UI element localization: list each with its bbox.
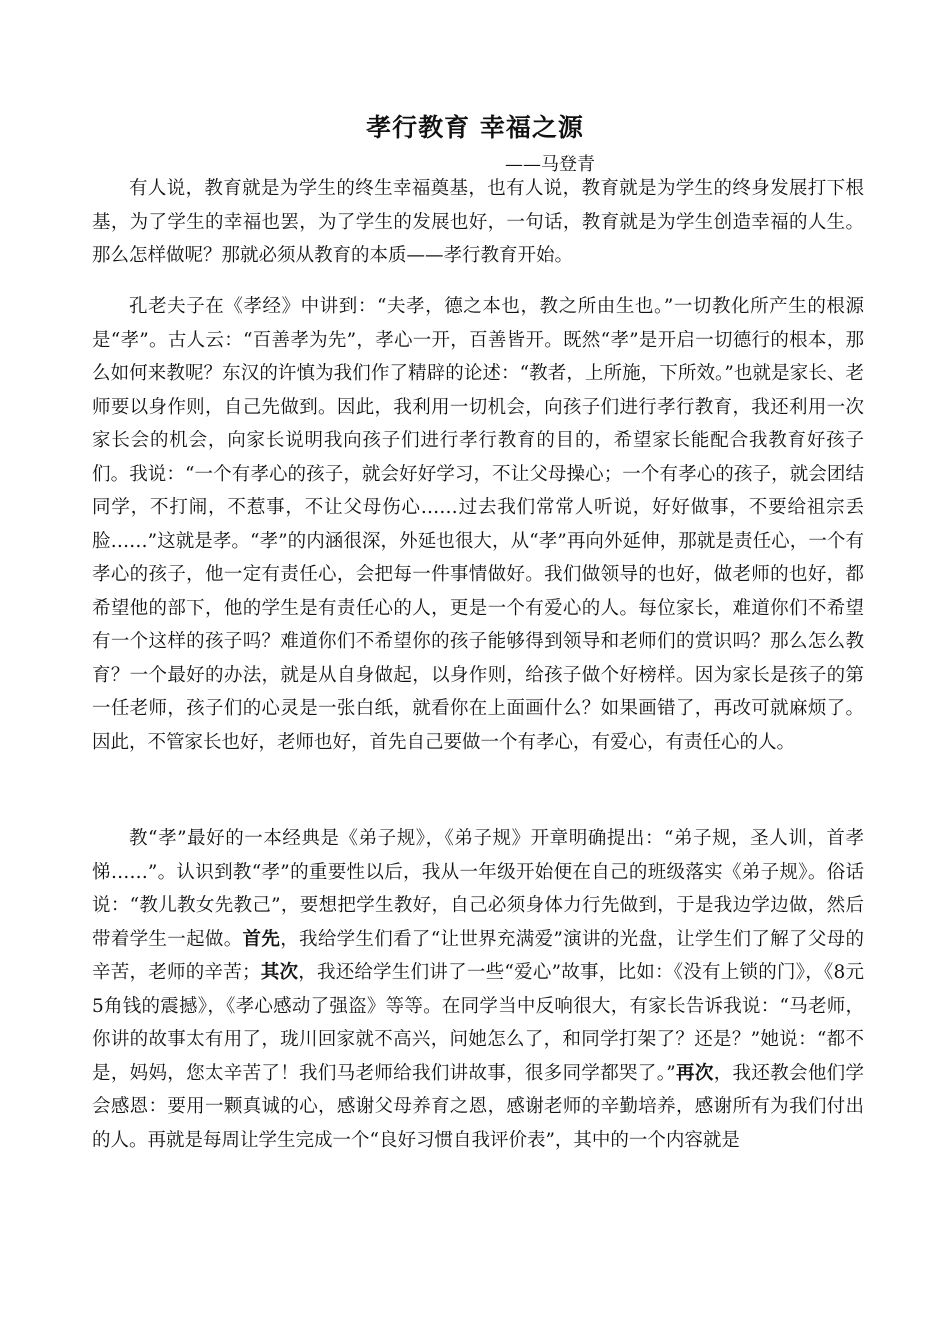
- paragraph-3-segment-4: ，我还教会他们学会感恩：要用一颗真诚的心，感谢父母养育之恩，感谢老师的辛勤培养，感谢所有为我们付出的人。再就是每周让学生完成一个“良好习惯自我评价表”，其中的一个内容就是: [92, 1062, 864, 1151]
- document-title: 孝行教育 幸福之源: [366, 113, 584, 142]
- paragraph-1: [92, 172, 864, 273]
- paragraph-3-segment-1: 教“孝”最好的一本经典是《弟子规》，《弟子规》开章明确提出：“弟子规，圣人训，首孝悌……”。认识到教“孝”的重要性以后，我从一年级开始便在自己的班级落实《弟子规》。俗话说：“教儿教女先教己”，要想把学生教好，自己必须身体力行先做到，于是我边学边做，然后带着学生一起做。: [92, 828, 864, 950]
- paragraph-3-segment-3: ，我还给学生们讲了一些“爱心”故事，比如：《没有上锁的门》，《8元5角钱的震撼》，《孝心感动了强盗》等等。在同学当中反响很大，有家长告诉我说：“马老师，你讲的故事太有用了，珑川回家就不高兴，问她怎么了，和同学打架了？还是？”她说：“都不是，妈妈，您太辛苦了！我们马老师给我们讲故事，很多同学都哭了。”: [92, 962, 864, 1084]
- paragraph-2: [92, 290, 864, 759]
- author-byline: ——马登青: [505, 154, 595, 175]
- paragraph-3-segment-2: ，我给学生们看了“让世界充满爱”演讲的光盘，让学生们了解了父母的辛苦，老师的辛苦；: [92, 928, 864, 983]
- emphasis-second: 其次: [260, 962, 299, 983]
- paragraph-1-text: 有人说，教育就是为学生的终生幸福奠基，也有人说，教育就是为学生的终身发展打下根基，为了学生的幸福也罢，为了学生的发展也好，一句话，教育就是为学生创造幸福的人生。那么怎样做呢？那就必须从教育的本质——孝行教育开始。: [92, 178, 864, 266]
- paragraph-2-text: 孔老夫子在《孝经》中讲到：“夫孝，德之本也，教之所由生也。”一切教化所产生的根源是“孝”。古人云：“百善孝为先”，孝心一开，百善皆开。既然“孝”是开启一切德行的根本，那么如何来教呢？东汉的许慎为我们作了精辟的论述：“教者，上所施，下所效。”也就是家长、老师要以身作则，自己先做到。因此，我利用一切机会，向孩子们进行孝行教育，我还利用一次家长会的机会，向家长说明我向孩子们进行孝行教育的目的，希望家长能配合我教育好孩子们。我说：“一个有孝心的孩子，就会好好学习，不让父母操心；一个有孝心的孩子，就会团结同学，不打闹，不惹事，不让父母伤心……过去我们常常人听说，好好做事，不要给祖宗丢脸……”这就是孝。“孝”的内涵很深，外延也很大，从“孝”再向外延伸，那就是责任心，一个有孝心的孩子，他一定有责任心，会把每一件事情做好。我们做领导的也好，做老师的也好，都希望他的部下，他的学生是有责任心的人，更是一个有爱心的人。每位家长，难道你们不希望有一个这样的孩子吗？难道你们不希望你的孩子能够得到领导和老师们的赏识吗？那么怎么教育？一个最好的办法，就是从自身做起，以身作则，给孩子做个好榜样。因为家长是孩子的第一任老师，孩子们的心灵是一张白纸，就看你在上面画什么？如果画错了，再改可就麻烦了。因此，不管家长也好，老师也好，首先自己要做一个有孝心，有爱心，有责任心的人。: [92, 296, 864, 753]
- emphasis-third: 再次: [675, 1062, 714, 1084]
- paragraph-3: [92, 822, 864, 1157]
- emphasis-first: 首先: [242, 928, 281, 950]
- paragraph-3-text: [92, 822, 864, 1157]
